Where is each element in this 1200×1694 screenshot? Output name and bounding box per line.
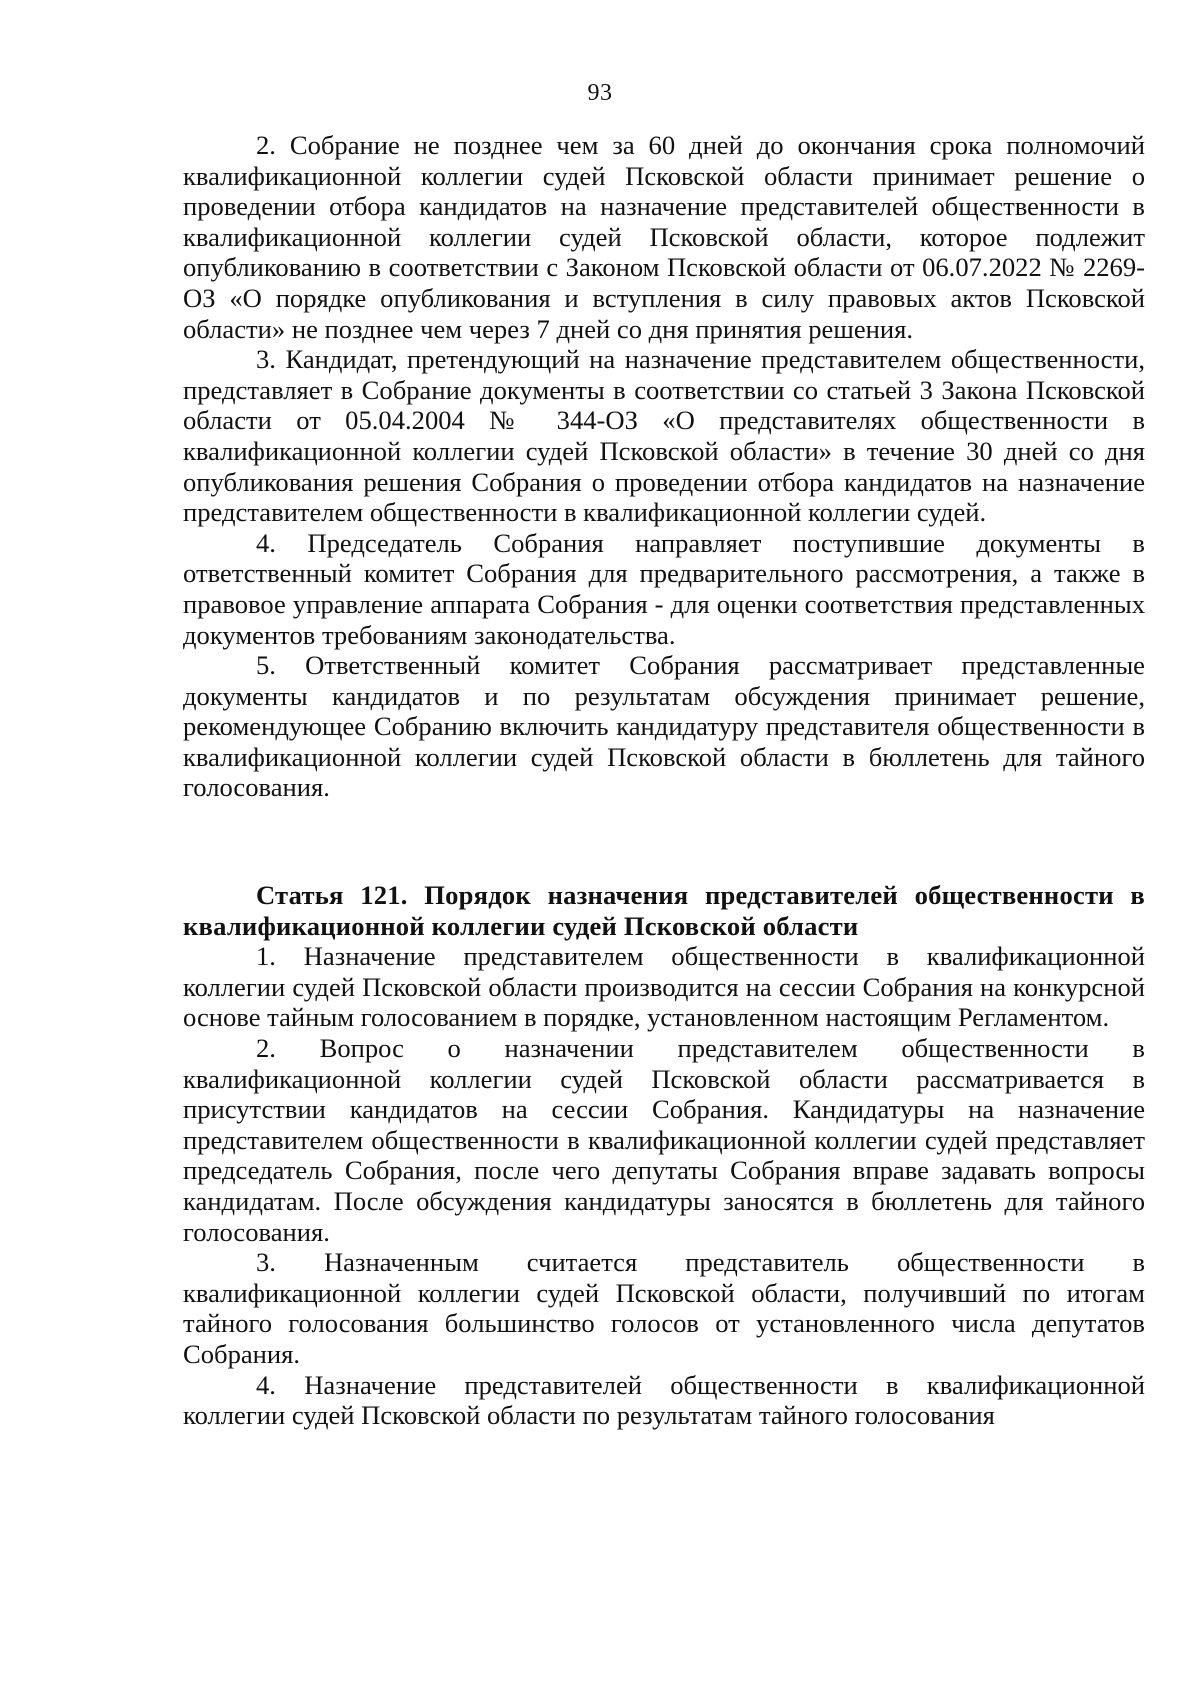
article-121-paragraph-4: 4. Назначение представителей общественности в квалификационной коллегии судей Псковской области по результатам тайного голосования (183, 1369, 1145, 1431)
paragraph-3-candidate-documents: 3. Кандидат, претендующий на назначение представителем общественности, представляет в Собрание документы в соответствии со статьей 3 Закона Псковской области от 05.04.2004 № 344-ОЗ «О представителях общественности в квалификационной коллегии судей Псковской области» в течение 30 дней со дня опубликования решения Собрания о проведении отбора кандидатов на назначение представителем общественности в квалификационной коллегии судей. (183, 344, 1145, 528)
article-121-paragraph-2: 2. Вопрос о назначении представителем общественности в квалификационной коллегии судей Псковской области рассматривается в присутствии кандидатов на сессии Собрания. Кандидатуры на назначение представителем общественности в квалификационной коллегии судей представляет председатель Собрания, после чего депутаты Собрания вправе задавать вопросы кандидатам. После обсуждения кандидатуры заносятся в бюллетень для тайного голосования. (183, 1033, 1145, 1247)
paragraph-5-committee-review: 5. Ответственный комитет Собрания рассматривает представленные документы кандидатов и по результатам обсуждения принимает решение, рекомендующее Собранию включить кандидатуру представителя общественности в квалификационной коллегии судей Псковской области в бюллетень для тайного голосования. (183, 650, 1145, 803)
page-number: 93 (587, 80, 613, 106)
page-body (183, 130, 1145, 1431)
paragraph-4-chairman-forwards: 4. Председатель Собрания направляет поступившие документы в ответственный комитет Собрания для предварительного рассмотрения, а также в правовое управление аппарата Собрания - для оценки соответствия представленных документов требованиям законодательства. (183, 527, 1145, 650)
article-121-paragraph-3: 3. Назначенным считается представитель общественности в квалификационной коллегии судей Псковской области, получивший по итогам тайного голосования большинство голосов от установленного числа депутатов Собрания. (183, 1247, 1145, 1369)
article-121-heading: Статья 121. Порядок назначения представителей общественности в квалификационной коллегии судей Псковской области (183, 880, 1145, 941)
section-spacer (183, 803, 1145, 880)
paragraph-2-council-decision: 2. Собрание не позднее чем за 60 дней до окончания срока полномочий квалификационной коллегии судей Псковской области принимает решение о проведении отбора кандидатов на назначение представителей общественности в квалификационной коллегии судей Псковской области, которое подлежит опубликованию в соответствии с Законом Псковской области от 06.07.2022 № 2269-ОЗ «О порядке опубликования и вступления в силу правовых актов Псковской области» не позднее чем через 7 дней со дня принятия решения. (183, 130, 1145, 344)
article-121-paragraph-1: 1. Назначение представителем общественности в квалификационной коллегии судей Псковской области производится на сессии Собрания на конкурсной основе тайным голосованием в порядке, установленном настоящим Регламентом. (183, 941, 1145, 1033)
